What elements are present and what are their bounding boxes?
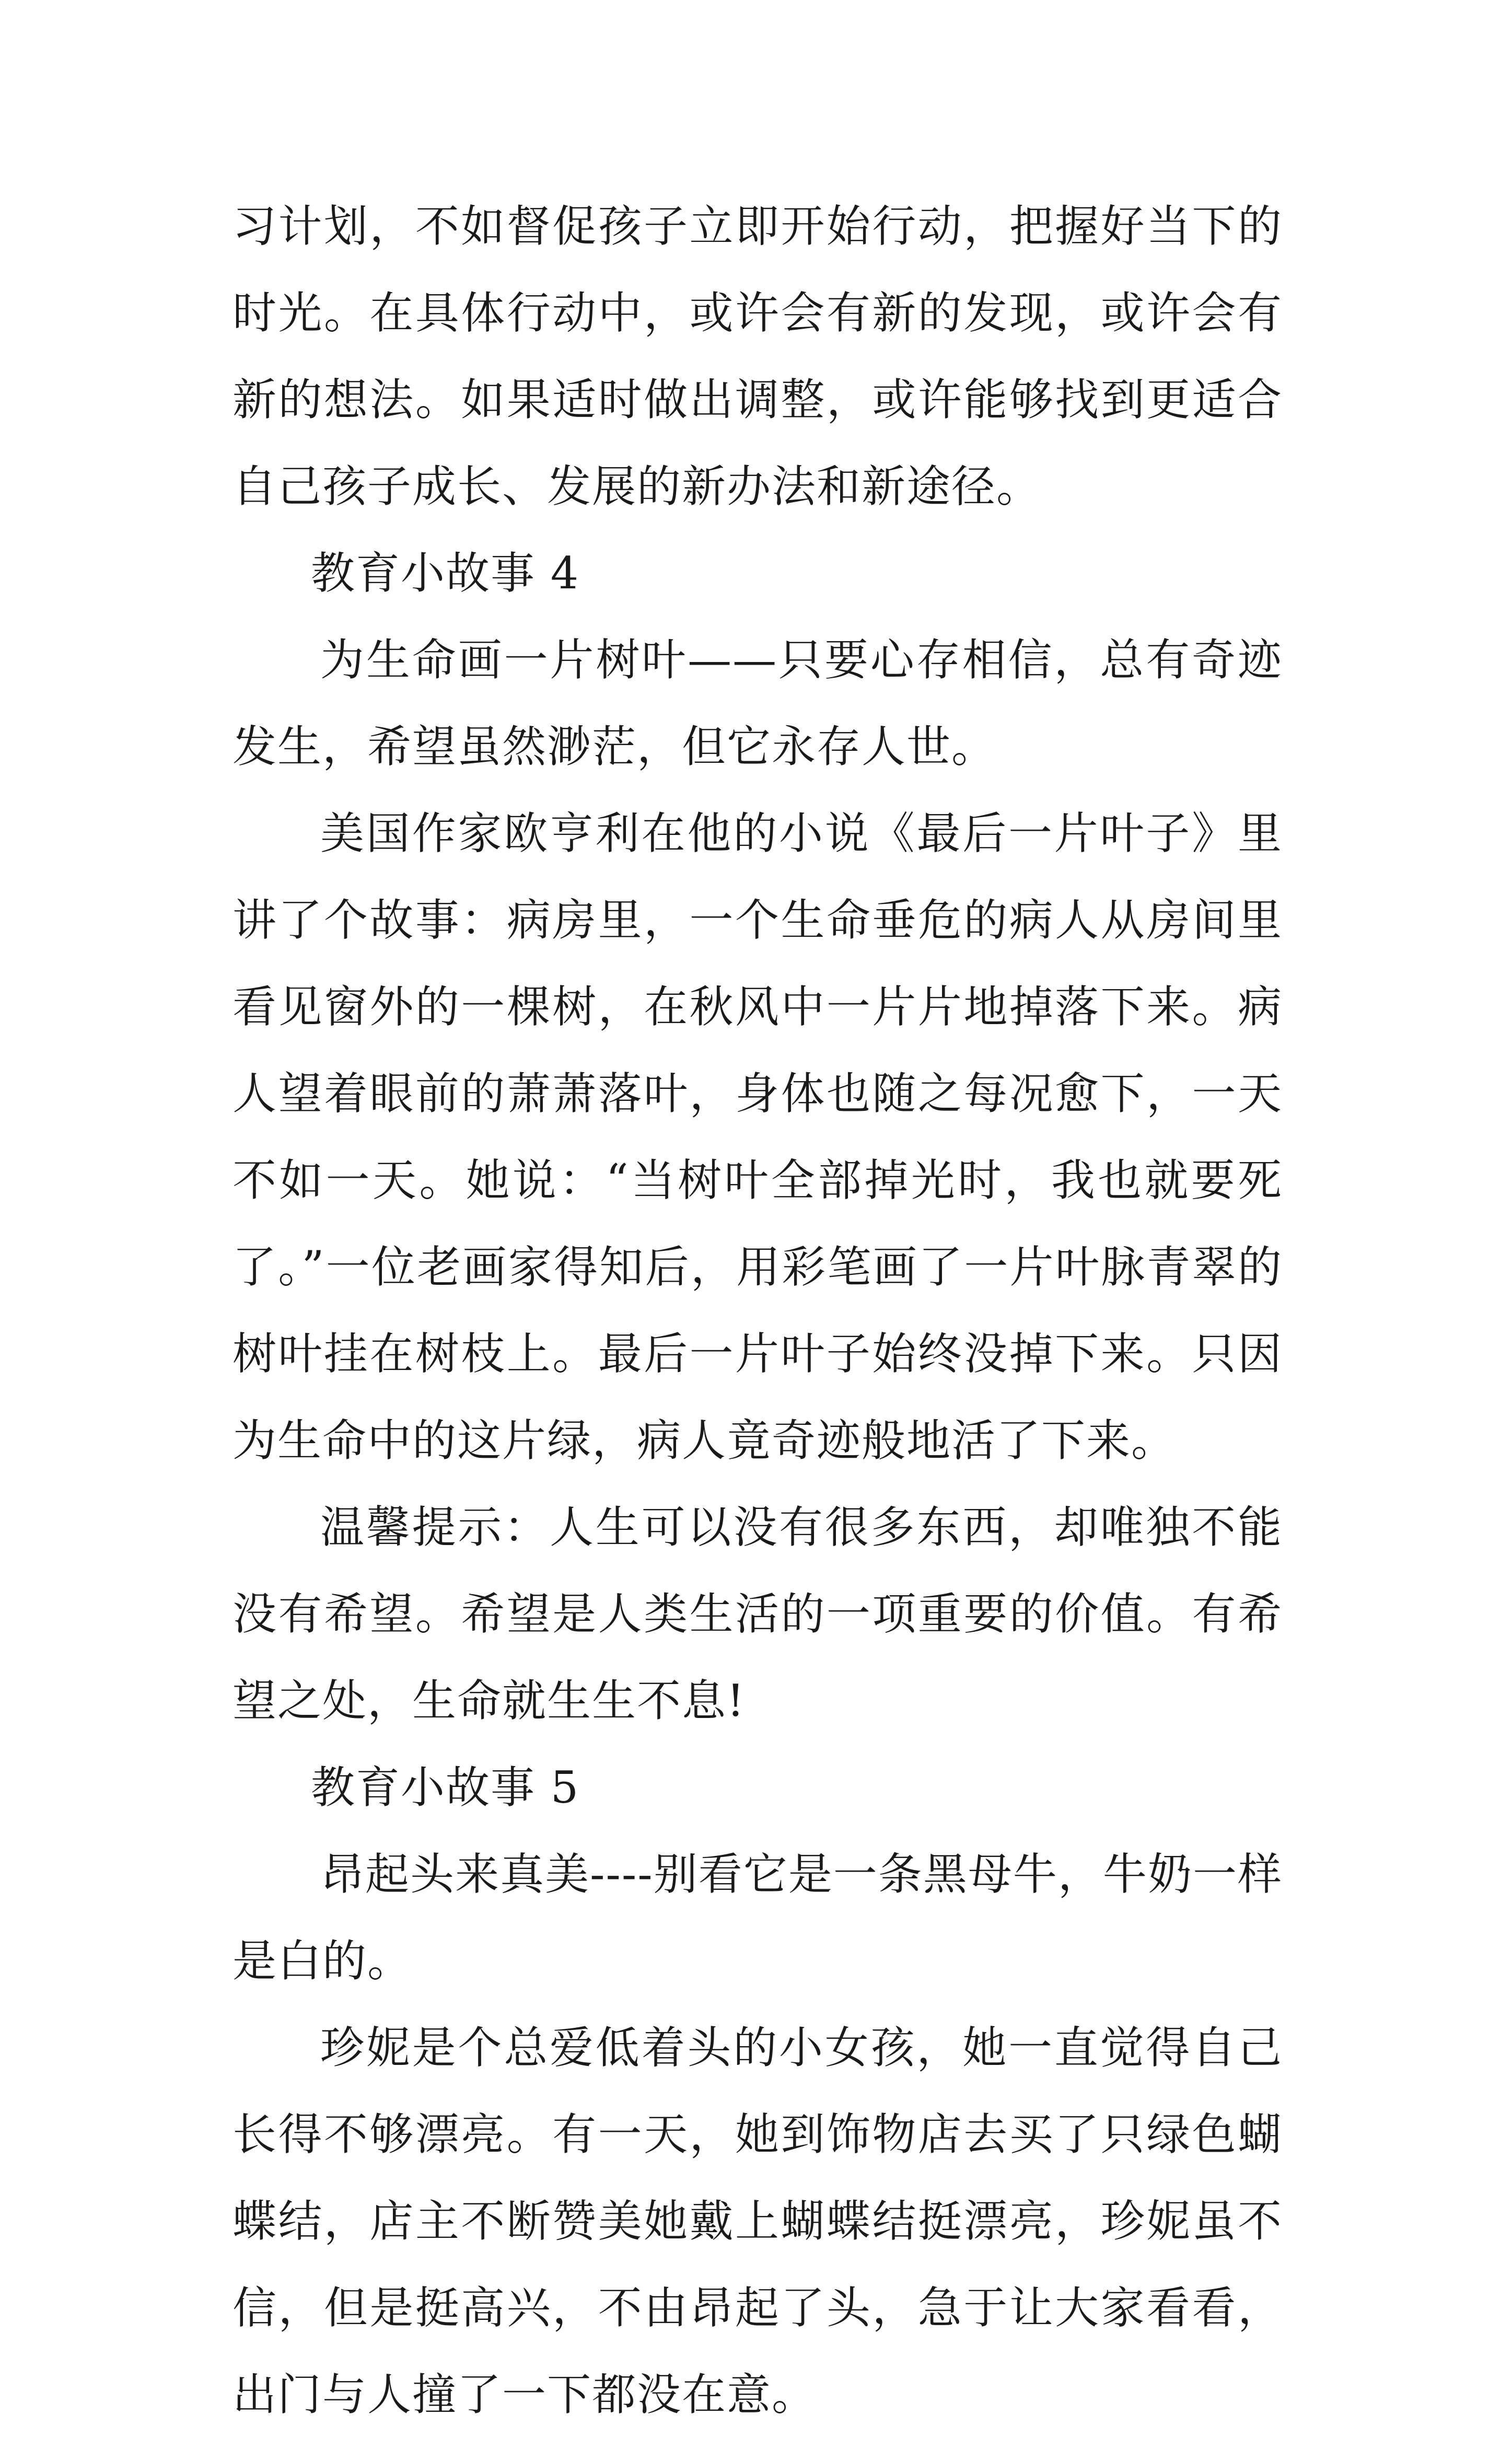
story-heading-4: 教育小故事 4 [311, 548, 580, 599]
story-4-subtitle: 为生命画一片树叶——只要心存相信，总有奇迹发生，希望虽然渺茫，但它永存人世。 [232, 634, 1283, 772]
paragraph-continuation: 习计划，不如督促孩子立即开始行动，把握好当下的时光。在具体行动中，或许会有新的发现，或许会有新的想法。如果适时做出调整，或许能够找到更适合自己孩子成长、发展的新办法和新途径。 [232, 201, 1283, 512]
story-5-subtitle: 昂起头来真美----别看它是一条黑母牛，牛奶一样是白的。 [232, 1849, 1283, 1987]
document-body [232, 183, 1283, 2438]
story-4-body: 美国作家欧亨利在他的小说《最后一片叶子》里讲了个故事：病房里，一个生命垂危的病人从房间里看见窗外的一棵树，在秋风中一片片地掉落下来。病人望着眼前的萧萧落叶，身体也随之每况愈下，一天不如一天。她说：“当树叶全部掉光时，我也就要死了。”一位老画家得知后，用彩笔画了一片叶脉青翠的树叶挂在树枝上。最后一片叶子始终没掉下来。只因为生命中的这片绿，病人竟奇迹般地活了下来。 [232, 808, 1283, 1466]
story-4-tip: 温馨提示：人生可以没有很多东西，却唯独不能没有希望。希望是人类生活的一项重要的价值。有希望之处，生命就生生不息! [232, 1502, 1283, 1726]
story-5-body: 珍妮是个总爱低着头的小女孩，她一直觉得自己长得不够漂亮。有一天，她到饰物店去买了只绿色蝴蝶结，店主不断赞美她戴上蝴蝶结挺漂亮，珍妮虽不信，但是挺高兴，不由昂起了头，急于让大家看看，出门与人撞了一下都没在意。 [232, 2022, 1283, 2420]
story-heading-5: 教育小故事 5 [311, 1762, 580, 1813]
